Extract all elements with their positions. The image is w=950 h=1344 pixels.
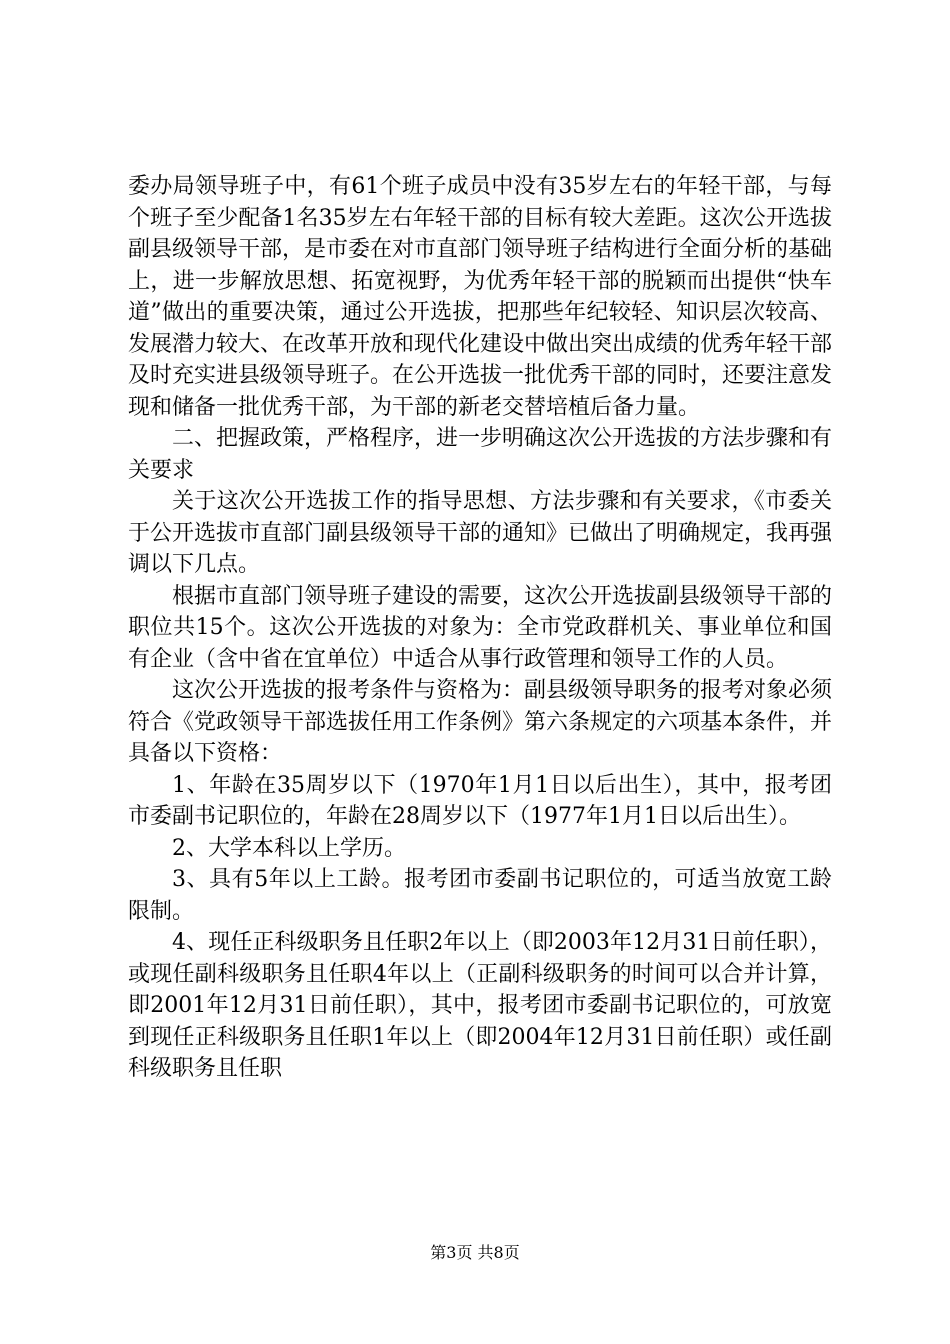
- paragraph-5: 这次公开选拔的报考条件与资格为：副县级领导职务的报考对象必须符合《党政领导干部选拔任用工作条例》第六条规定的六项基本条件，并具备以下资格：: [128, 678, 833, 766]
- paragraph-3: 关于这次公开选拔工作的指导思想、方法步骤和有关要求，《市委关于公开选拔市直部门副县级领导干部的通知》已做出了明确规定，我再强调以下几点。: [128, 489, 833, 577]
- page-number-label: 第3页 共8页: [430, 1243, 520, 1262]
- document-body: [128, 171, 832, 1085]
- list-item-4: 4、现任正科级职务且任职2年以上（即2003年12月31日前任职），或现任副科级职务且任职4年以上（正副科级职务的时间可以合并计算，即2001年12月31日前任职），其中，报考团市委副书记职位的，可放宽到现任正科级职务且任职1年以上（即2004年12月31日前任职）或任副科级职务且任职: [128, 930, 832, 1081]
- page-footer: [0, 1243, 950, 1263]
- list-item-1: 1、年龄在35周岁以下（1970年1月1日以后出生），其中，报考团市委副书记职位的，年龄在28周岁以下（1977年1月1日以后出生）。: [128, 772, 832, 829]
- list-item-3: 3、具有5年以上工龄。报考团市委副书记职位的，可适当放宽工龄限制。: [128, 867, 832, 924]
- paragraph-1: 委办局领导班子中，有61个班子成员中没有35岁左右的年轻干部，与每个班子至少配备1名35岁左右年轻干部的目标有较大差距。这次公开选拔副县级领导干部，是市委在对市直部门领导班子结构进行全面分析的基础上，进一步解放思想、拓宽视野，为优秀年轻干部的脱颖而出提供“快车道”做出的重要决策，通过公开选拔，把那些年纪较轻、知识层次较高、发展潜力较大、在改革开放和现代化建设中做出突出成绩的优秀年轻干部及时充实进县级领导班子。在公开选拔一批优秀干部的同时，还要注意发现和储备一批优秀干部，为干部的新老交替培植后备力量。: [128, 174, 833, 420]
- paragraph-2-heading: 二、把握政策，严格程序，进一步明确这次公开选拔的方法步骤和有关要求: [128, 426, 833, 483]
- paragraph-4: 根据市直部门领导班子建设的需要，这次公开选拔副县级领导干部的职位共15个。这次公开选拔的对象为：全市党政群机关、事业单位和国有企业（含中省在宜单位）中适合从事行政管理和领导工作的人员。: [128, 583, 833, 672]
- list-item-2: 2、大学本科以上学历。: [172, 835, 406, 861]
